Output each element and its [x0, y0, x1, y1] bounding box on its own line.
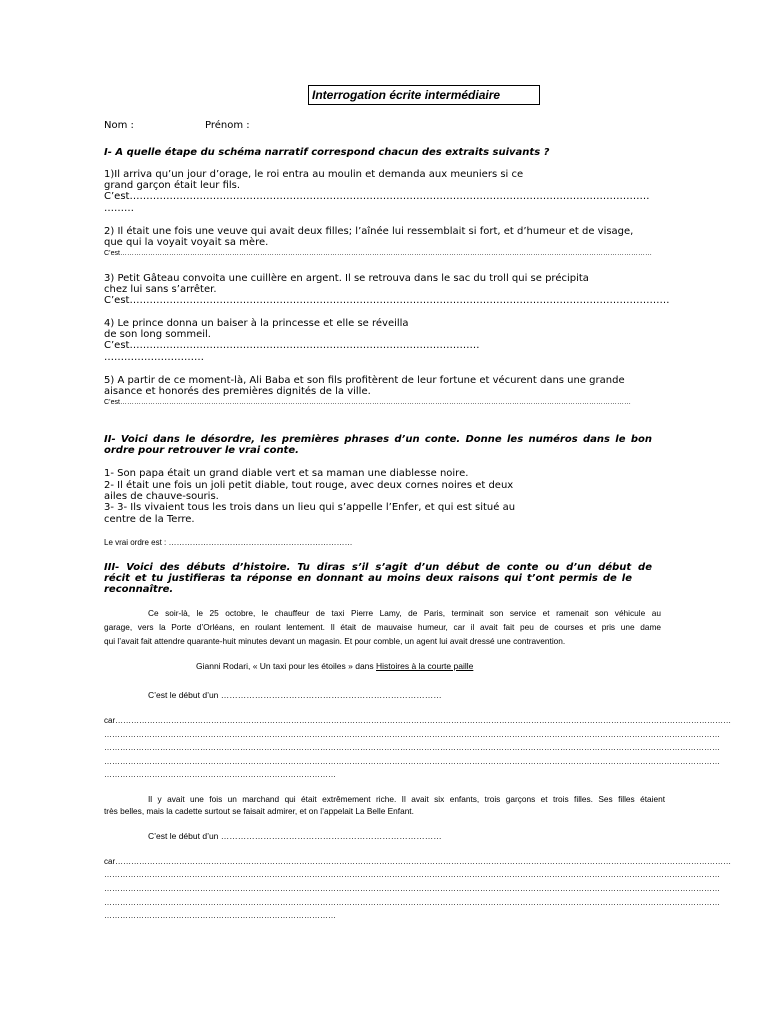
worksheet-title: Interrogation écrite intermédiaire	[308, 85, 540, 105]
extract1-car-line[interactable]: car……………………………………………………………………………………………………………………………………………………………………………………………………………	[104, 716, 732, 725]
item5-line2: aisance et honorés des premières dignités de la ville.	[104, 386, 371, 397]
extract2-car-line[interactable]: car……………………………………………………………………………………………………………………………………………………………………………………………………………	[104, 857, 732, 866]
section3-heading-line3: reconnaître.	[104, 584, 174, 595]
extract1-answer-line4[interactable]: ……………………………………………………………………………………………………………………………………………………………………………………………………………	[104, 757, 720, 766]
item2-line1: 2) Il était une fois une veuve qui avait deux filles; l’aînée lui ressemblait si fort, et d’humeur et de visage,	[104, 226, 634, 237]
item3-line1: 3) Petit Gâteau convoita une cuillère en argent. Il se retrouva dans le sac du troll qui se précipita	[104, 273, 589, 284]
item1-answer-line[interactable]: C’est…………………………………………………………………………………………………………………………………………	[104, 191, 650, 202]
item1-line1: 1)Il arriva qu’un jour d’orage, le roi entra au moulin et demanda aux meuniers si ce	[104, 169, 524, 180]
section2-sentence3-cont: centre de la Terre.	[104, 514, 195, 525]
item1-answer-line2[interactable]: ………	[104, 203, 134, 214]
item2-line2: que qui la voyait voyait sa mère.	[104, 237, 269, 248]
section3-heading-line1: III- Voici des débuts d’histoire. Tu diras s’il s’agit d’un début de conte ou d’un début de	[104, 562, 652, 573]
item5-line1: 5) A partir de ce moment-là, Ali Baba et son fils profitèrent de leur fortune et vécurent dans une grande	[104, 375, 625, 386]
extract1-answer-line2[interactable]: ……………………………………………………………………………………………………………………………………………………………………………………………………………	[104, 730, 720, 739]
prenom-label: Prénom :	[205, 120, 250, 131]
section2-heading-line1: II- Voici dans le désordre, les premières phrases d’un conte. Donne les numéros dans le bon	[104, 434, 652, 445]
extract1-source-prefix: Gianni Rodari, « Un taxi pour les étoiles » dans	[196, 661, 377, 671]
extract1-line3: qui l’avait fait attendre quarante-huit minutes devant un magasin. Et pour comble, un agent lui avait dressé une contravention.	[104, 636, 566, 646]
extract1-line2: garage, vers la Porte d’Orléans, en roulant lentement. Il était de mauvaise humeur, car il avait fait peu de courses et pris une dame	[104, 622, 661, 632]
extract2-answer-line5[interactable]: ……………………………………………………………………………	[104, 911, 336, 920]
item3-answer-line[interactable]: C’est………………………………………………………………………………………………………………………………………………	[104, 295, 670, 306]
item1-line2: grand garçon était leur fils.	[104, 180, 241, 191]
item2-answer-line[interactable]: C’est…………………………………………………………………………………………………………………………………………………………………………………………………………	[104, 250, 652, 257]
section2-sentence3: 3- 3- Ils vivaient tous les trois dans un lieu qui s’appelle l’Enfer, et qui est situé au	[104, 502, 516, 513]
extract1-source	[196, 659, 473, 673]
item4-line1: 4) Le prince donna un baiser à la princesse et elle se réveilla	[104, 318, 409, 329]
vrai-ordre-answer[interactable]: Le vrai ordre est : ……………………………………………………………	[104, 538, 353, 547]
extract2-line1: Il y avait une fois un marchand qui était extrêmement riche. Il avait six enfants, trois garçons et trois filles. Ses filles étaient	[148, 794, 665, 804]
nom-label: Nom :	[104, 120, 134, 131]
item4-answer-line2[interactable]: …………………………	[104, 352, 204, 363]
section2-sentence1: 1- Son papa était un grand diable vert et sa maman une diablesse noire.	[104, 468, 469, 479]
extract1-answer-line5[interactable]: ……………………………………………………………………………	[104, 770, 336, 779]
extract1-source-title: Histoires à la courte paille	[376, 661, 474, 671]
extract1-line1: Ce soir-là, le 25 octobre, le chauffeur de taxi Pierre Lamy, de Paris, terminait son service et ramenait son véhicule au	[148, 608, 661, 618]
section2-sentence2: 2- Il était une fois un joli petit diable, tout rouge, avec deux cornes noires et deux	[104, 480, 514, 491]
item3-line2: chez lui sans s’arrêter.	[104, 284, 217, 295]
extract2-answer-line4[interactable]: ……………………………………………………………………………………………………………………………………………………………………………………………………………	[104, 898, 720, 907]
extract2-line2: très belles, mais la cadette surtout se faisait admirer, et on l’appelait La Belle Enfant.	[104, 806, 414, 816]
extract2-answer-line3[interactable]: ……………………………………………………………………………………………………………………………………………………………………………………………………………	[104, 884, 720, 893]
extract1-answer-line3[interactable]: ……………………………………………………………………………………………………………………………………………………………………………………………………………	[104, 743, 720, 752]
section2-sentence2-cont: ailes de chauve-souris.	[104, 491, 219, 502]
item4-line2: de son long sommeil.	[104, 329, 211, 340]
extract1-cest-answer[interactable]: C’est le début d’un ……………………………………………………………………	[148, 690, 442, 700]
section3-heading-line2: récit et tu justifieras ta réponse en donnant au moins deux raisons qui t’ont permis de le	[104, 573, 632, 584]
extract2-answer-line2[interactable]: ……………………………………………………………………………………………………………………………………………………………………………………………………………	[104, 870, 720, 879]
extract2-cest-answer[interactable]: C’est le début d’un ……………………………………………………………………	[148, 831, 442, 841]
section2-heading-line2: ordre pour retrouver le vrai conte.	[104, 445, 299, 456]
section1-heading: I- A quelle étape du schéma narratif correspond chacun des extraits suivants ?	[104, 147, 550, 158]
item4-answer-line[interactable]: C’est……………………………………………………………………………………………	[104, 340, 480, 351]
item5-answer-line[interactable]: C’est…………………………………………………………………………………………………………………………………………………………………………………………………	[104, 399, 631, 406]
